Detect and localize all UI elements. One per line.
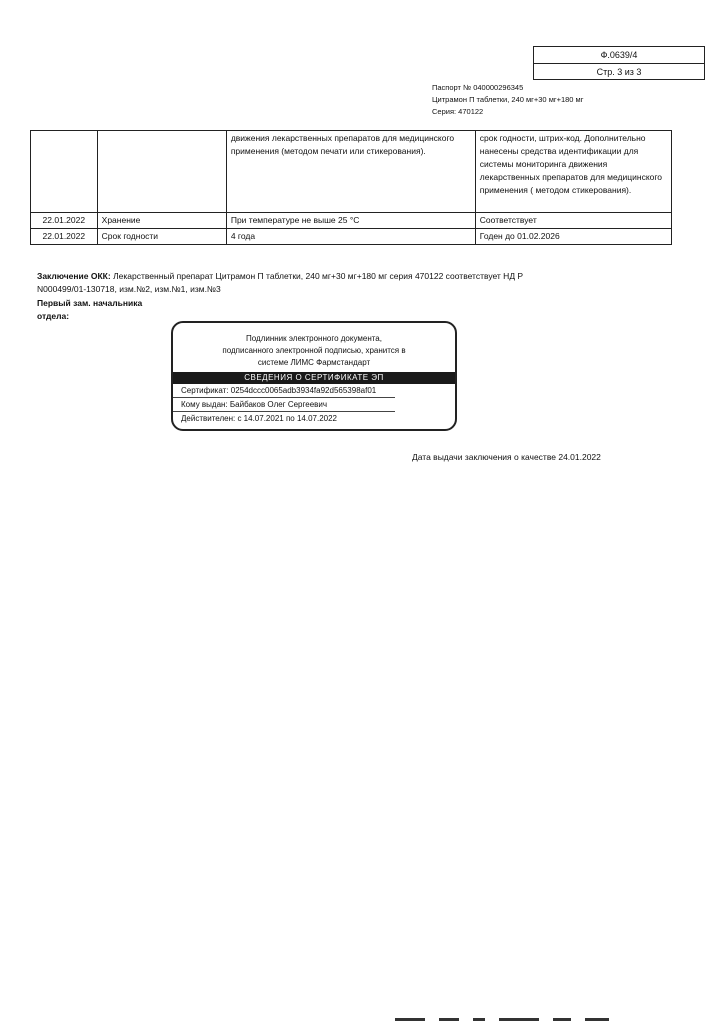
conclusion-label: Заключение ОКК:	[37, 271, 111, 281]
table-row	[31, 131, 672, 213]
footer-scan-marks	[395, 1018, 675, 1022]
signatory-title: Первый зам. начальника	[37, 298, 143, 308]
test-results-table	[30, 130, 672, 245]
row-date: 22.01.2022	[31, 229, 98, 245]
series-number: Серия: 470122	[432, 107, 484, 116]
form-code: Ф.0639/4	[600, 50, 638, 60]
row-requirement: При температуре не выше 25 °С	[226, 213, 475, 229]
electronic-signature-stamp	[171, 321, 457, 431]
form-code-box	[533, 46, 705, 80]
row-requirement: 4 года	[226, 229, 475, 245]
passport-block	[432, 82, 583, 118]
row-parameter: Хранение	[97, 213, 226, 229]
stamp-valid-period: Действителен: с 14.07.2021 по 14.07.2022	[181, 414, 337, 423]
conclusion-text: Лекарственный препарат Цитрамон П таблетки, 240 мг+30 мг+180 мг серия 470122 соответствует НД Р N000499/01-130718, изм.№2, изм.№1, изм.№3	[37, 271, 524, 294]
table-row	[31, 213, 672, 229]
page-number: Стр. 3 из 3	[534, 63, 704, 80]
stamp-header-line: системе ЛИМС Фармстандарт	[257, 358, 371, 367]
qc-conclusion	[37, 270, 557, 296]
signatory	[37, 297, 142, 323]
row-date: 22.01.2022	[31, 213, 98, 229]
row-parameter: Срок годности	[97, 229, 226, 245]
row-result: Соответствует	[475, 213, 671, 229]
stamp-certificate-bar: СВЕДЕНИЯ О СЕРТИФИКАТЕ ЭП	[173, 372, 455, 384]
issue-date: Дата выдачи заключения о качестве 24.01.2022	[412, 452, 601, 462]
row-requirement: движения лекарственных препаратов для медицинского применения (методом печати или стикерования).	[226, 131, 475, 213]
passport-number: Паспорт № 040000296345	[432, 83, 524, 92]
stamp-issued-to: Кому выдан: Байбаков Олег Сергеевич	[173, 398, 395, 412]
row-date	[31, 131, 98, 213]
stamp-header	[173, 323, 455, 369]
row-parameter	[97, 131, 226, 213]
row-result: срок годности, штрих-код. Дополнительно нанесены средства идентификации для системы мониторинга движения лекарственных препаратов для медицинского применения ( методом стикерования).	[475, 131, 671, 213]
stamp-header-line: Подлинник электронного документа,	[246, 334, 382, 343]
stamp-header-line: подписанного электронной подписью, хранится в	[222, 346, 406, 355]
stamp-certificate: Сертификат: 0254dccc0065adb3934fa92d565398af01	[173, 384, 395, 398]
product-name: Цитрамон П таблетки, 240 мг+30 мг+180 мг	[432, 95, 584, 104]
table-row	[31, 229, 672, 245]
signatory-department: отдела:	[37, 311, 70, 321]
row-result: Годен до 01.02.2026	[475, 229, 671, 245]
